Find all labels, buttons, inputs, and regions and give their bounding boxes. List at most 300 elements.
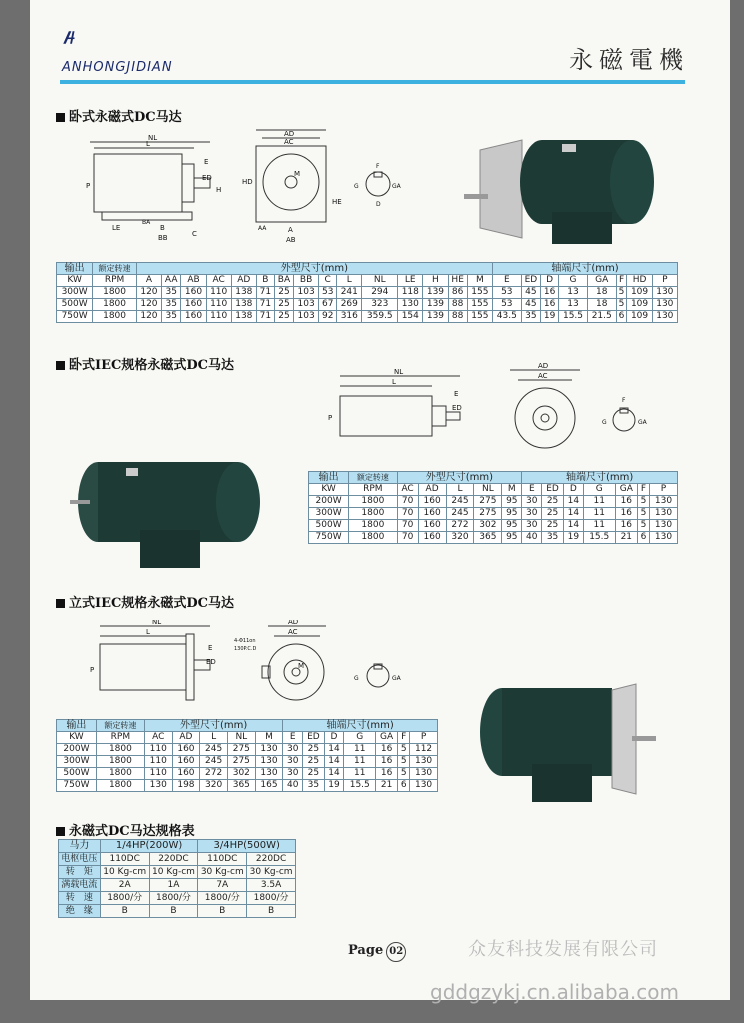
svg-text:E: E — [204, 158, 209, 166]
table-cell: 86 — [448, 287, 467, 299]
table-cell: 5 — [637, 508, 649, 520]
svg-text:ED: ED — [206, 658, 216, 666]
table-cell: 130 — [650, 532, 678, 544]
page-title: 永磁電機 — [569, 46, 689, 74]
table-cell: 70 — [397, 532, 418, 544]
table-cell: AD — [172, 732, 200, 744]
table-cell: 5 — [616, 299, 627, 311]
svg-text:AC: AC — [284, 138, 294, 146]
svg-text:HD: HD — [242, 178, 253, 186]
table-header: 轴端尺寸(mm) — [522, 472, 678, 484]
table-cell: 40 — [522, 532, 542, 544]
table-cell: 130 — [144, 780, 172, 792]
table-cell: 19 — [563, 532, 583, 544]
table-cell: 2A — [100, 879, 149, 892]
table-cell: 138 — [231, 311, 256, 323]
table-header: 轴端尺寸(mm) — [283, 720, 438, 732]
section-title-2: 卧式IEC规格永磁式DC马达 — [56, 354, 234, 373]
table-cell: 30 — [522, 508, 542, 520]
svg-text:AB: AB — [286, 236, 296, 244]
table-cell: M — [502, 484, 522, 496]
table-cell: 139 — [423, 287, 448, 299]
table-cell: 120 — [136, 311, 161, 323]
svg-text:AC: AC — [288, 628, 298, 636]
table-cell: G — [583, 484, 615, 496]
table-cell: 302 — [227, 768, 255, 780]
table-cell: 160 — [181, 299, 206, 311]
table-cell: 5 — [637, 520, 649, 532]
drawing-shaft-2 — [598, 394, 654, 442]
table-cell: NL — [362, 275, 398, 287]
table-cell: 71 — [256, 287, 274, 299]
table-cell: 30 — [283, 768, 303, 780]
table-cell: 160 — [181, 311, 206, 323]
table-cell: 53 — [319, 287, 337, 299]
table-cell: 35 — [162, 287, 181, 299]
table-cell: 16 — [376, 744, 398, 756]
table-cell: F — [616, 275, 627, 287]
table-cell: ED — [303, 732, 324, 744]
table-header: 输出 — [57, 263, 93, 275]
table-cell: D — [563, 484, 583, 496]
table-cell: 1800 — [96, 780, 144, 792]
table-cell: 45 — [521, 299, 540, 311]
table-cell: 15.5 — [559, 311, 588, 323]
table-cell: ED — [542, 484, 564, 496]
watermark: gddgzykj.cn.alibaba.com — [430, 980, 679, 1004]
table-cell: M — [467, 275, 492, 287]
page-number: Page 02 — [348, 942, 406, 962]
table-cell: 11 — [583, 496, 615, 508]
table-cell: 365 — [227, 780, 255, 792]
table-cell: 15.5 — [344, 780, 376, 792]
table-cell: 11 — [583, 520, 615, 532]
svg-text:E: E — [454, 390, 459, 398]
table-cell: GA — [376, 732, 398, 744]
table-cell: 14 — [563, 508, 583, 520]
table-cell: 138 — [231, 299, 256, 311]
motor-photo-3 — [462, 676, 662, 806]
table-cell: 7A — [198, 879, 247, 892]
table-cell: LE — [398, 275, 423, 287]
table-cell: B — [256, 275, 274, 287]
table-cell: 160 — [418, 496, 446, 508]
table-cell: 10 Kg-cm — [149, 866, 198, 879]
table-cell: 30 Kg-cm — [198, 866, 247, 879]
table-cell: 160 — [172, 756, 200, 768]
table-cell: 118 — [398, 287, 423, 299]
table-cell: 35 — [542, 532, 564, 544]
table-cell: 110 — [144, 744, 172, 756]
table-cell: 110DC — [198, 853, 247, 866]
table-cell: 245 — [200, 744, 228, 756]
table-cell: 53 — [492, 287, 521, 299]
table-cell: 53 — [492, 299, 521, 311]
table-cell: 6 — [398, 780, 410, 792]
table-cell: 14 — [324, 756, 344, 768]
table-cell: L — [446, 484, 474, 496]
table-cell: 198 — [172, 780, 200, 792]
table-header: 马力 — [59, 840, 101, 853]
svg-text:P: P — [90, 666, 95, 674]
svg-text:G: G — [354, 183, 359, 190]
table-cell: 130 — [398, 299, 423, 311]
table-cell: RPM — [349, 484, 397, 496]
table-cell: 130 — [255, 744, 283, 756]
table-cell: 245 — [446, 508, 474, 520]
svg-text:E: E — [208, 644, 213, 652]
table-cell: 220DC — [247, 853, 296, 866]
svg-text:AD: AD — [284, 130, 295, 138]
table-cell: 1800 — [93, 287, 137, 299]
table-cell: 1800/分 — [247, 892, 296, 905]
table-cell: KW — [309, 484, 349, 496]
table-cell: 130 — [255, 756, 283, 768]
row-label: 绝 缘 — [59, 905, 101, 918]
svg-text:F: F — [376, 163, 380, 170]
drawing-side-view-1 — [82, 132, 232, 244]
table-cell: 160 — [172, 744, 200, 756]
table-cell: E — [283, 732, 303, 744]
table-cell: 16 — [615, 496, 637, 508]
svg-text:ED: ED — [202, 174, 212, 182]
table-cell: 35 — [521, 311, 540, 323]
table-cell: 500W — [309, 520, 349, 532]
table-cell: 120 — [136, 299, 161, 311]
brand-name: ANHONGJIDIAN — [62, 60, 173, 75]
table-cell: 1A — [149, 879, 198, 892]
table-cell: 103 — [294, 311, 319, 323]
table-cell: AA — [162, 275, 181, 287]
table-cell: 14 — [563, 496, 583, 508]
table-cell: 160 — [418, 520, 446, 532]
svg-text:B: B — [160, 224, 165, 232]
table-cell: 95 — [502, 508, 522, 520]
table-cell: 25 — [542, 520, 564, 532]
company-name: 众友科技发展有限公司 — [468, 939, 658, 960]
table-cell: 139 — [423, 311, 448, 323]
table-cell: 750W — [57, 780, 97, 792]
table-cell: 67 — [319, 299, 337, 311]
table-cell: 165 — [255, 780, 283, 792]
row-label: 满载电流 — [59, 879, 101, 892]
table-cell: 25 — [303, 768, 324, 780]
table-cell: 110DC — [100, 853, 149, 866]
table-cell: 302 — [474, 520, 502, 532]
table-cell: C — [319, 275, 337, 287]
table-cell: 25 — [303, 744, 324, 756]
table-cell: 155 — [467, 311, 492, 323]
table-cell: 19 — [324, 780, 344, 792]
table-cell: 14 — [324, 768, 344, 780]
spec-table-3 — [56, 719, 438, 792]
drawing-side-view-2 — [326, 366, 476, 450]
table-cell: 5 — [398, 768, 410, 780]
table-cell: 220DC — [149, 853, 198, 866]
table-cell: 19 — [541, 311, 559, 323]
table-cell: 155 — [467, 299, 492, 311]
table-cell: 103 — [294, 299, 319, 311]
table-cell: 25 — [542, 508, 564, 520]
table-cell: 16 — [376, 756, 398, 768]
table-cell: 11 — [344, 768, 376, 780]
table-cell: RPM — [96, 732, 144, 744]
table-cell: 155 — [467, 287, 492, 299]
svg-text:AA: AA — [258, 225, 267, 232]
table-cell: 16 — [615, 508, 637, 520]
table-cell: L — [337, 275, 362, 287]
table-cell: E — [522, 484, 542, 496]
table-cell: 500W — [57, 768, 97, 780]
row-label: 转 矩 — [59, 866, 101, 879]
table-cell: B — [247, 905, 296, 918]
table-cell: 109 — [627, 287, 652, 299]
table-cell: 750W — [57, 311, 93, 323]
table-cell: L — [200, 732, 228, 744]
table-cell: 13 — [559, 287, 588, 299]
table-cell: 110 — [144, 768, 172, 780]
table-cell: G — [344, 732, 376, 744]
table-cell: 1800 — [349, 532, 397, 544]
table-cell: 15.5 — [583, 532, 615, 544]
table-cell: AC — [206, 275, 231, 287]
drawing-front-view-2 — [500, 362, 590, 454]
table-cell: D — [541, 275, 559, 287]
svg-text:P: P — [86, 182, 91, 190]
table-cell: 294 — [362, 287, 398, 299]
drawing-shaft-3 — [352, 656, 408, 696]
table-cell: 25 — [274, 299, 293, 311]
svg-text:AD: AD — [288, 620, 299, 626]
table-cell: 30 — [522, 496, 542, 508]
table-cell: E — [492, 275, 521, 287]
table-cell: 71 — [256, 299, 274, 311]
table-cell: 320 — [200, 780, 228, 792]
table-cell: 25 — [274, 311, 293, 323]
table-cell: 35 — [303, 780, 324, 792]
svg-text:LE: LE — [112, 224, 121, 232]
drawing-front-view-1 — [240, 128, 350, 246]
table-cell: 272 — [446, 520, 474, 532]
table-cell: 35 — [162, 311, 181, 323]
svg-text:BA: BA — [142, 219, 151, 226]
table-cell: HE — [448, 275, 467, 287]
table-cell: 323 — [362, 299, 398, 311]
table-cell: 200W — [309, 496, 349, 508]
table-header: 外型尺寸(mm) — [144, 720, 282, 732]
label-nl: NL — [148, 134, 158, 142]
table-header: 额定转速 — [349, 472, 397, 484]
section-title-4: 永磁式DC马达规格表 — [56, 820, 195, 839]
table-cell: 21 — [615, 532, 637, 544]
svg-text:G: G — [354, 675, 359, 682]
svg-text:NL: NL — [394, 368, 404, 376]
table-cell: KW — [57, 275, 93, 287]
table-cell: 130 — [652, 311, 677, 323]
drawing-front-view-3 — [234, 620, 334, 704]
header-rule — [60, 80, 685, 84]
table-cell: 14 — [324, 744, 344, 756]
table-header: 1/4HP(200W) — [100, 840, 198, 853]
svg-text:130P.C.D: 130P.C.D — [234, 646, 257, 652]
table-cell: 275 — [227, 756, 255, 768]
table-cell: 5 — [616, 287, 627, 299]
table-cell: 21.5 — [587, 311, 616, 323]
table-cell: BB — [294, 275, 319, 287]
table-cell: 95 — [502, 496, 522, 508]
svg-text:L: L — [146, 140, 150, 148]
table-cell: P — [652, 275, 677, 287]
svg-text:D: D — [376, 201, 381, 208]
table-cell: 1800 — [93, 299, 137, 311]
svg-text:ED: ED — [452, 404, 462, 412]
table-cell: A — [136, 275, 161, 287]
table-cell: 10 Kg-cm — [100, 866, 149, 879]
table-cell: 30 — [283, 756, 303, 768]
table-cell: 3.5A — [247, 879, 296, 892]
table-cell: 130 — [410, 756, 438, 768]
table-cell: 1800 — [93, 311, 137, 323]
table-cell: 95 — [502, 532, 522, 544]
table-cell: 35 — [162, 299, 181, 311]
svg-text:P: P — [328, 414, 333, 422]
table-cell: 1800/分 — [198, 892, 247, 905]
table-header: 外型尺寸(mm) — [397, 472, 522, 484]
table-cell: M — [255, 732, 283, 744]
table-cell: 130 — [652, 299, 677, 311]
table-cell: 95 — [502, 520, 522, 532]
table-cell: 16 — [541, 299, 559, 311]
table-cell: 300W — [57, 287, 93, 299]
table-cell: 30 Kg-cm — [247, 866, 296, 879]
table-cell: G — [559, 275, 588, 287]
table-cell: NL — [227, 732, 255, 744]
svg-text:NL: NL — [152, 620, 162, 626]
table-cell: 109 — [627, 311, 652, 323]
table-cell: 241 — [337, 287, 362, 299]
table-cell: AD — [231, 275, 256, 287]
svg-text:M: M — [294, 170, 301, 178]
table-cell: 14 — [563, 520, 583, 532]
table-cell: 1800 — [349, 496, 397, 508]
svg-text:AD: AD — [538, 362, 549, 370]
table-cell: B — [149, 905, 198, 918]
table-cell: 16 — [541, 287, 559, 299]
svg-text:AC: AC — [538, 372, 548, 380]
brand-logo — [62, 18, 112, 62]
motor-photo-2 — [70, 446, 270, 574]
table-cell: 130 — [650, 520, 678, 532]
table-cell: 160 — [418, 532, 446, 544]
table-cell: 88 — [448, 299, 467, 311]
table-cell: 30 — [522, 520, 542, 532]
svg-text:BB: BB — [158, 234, 168, 242]
table-cell: D — [324, 732, 344, 744]
table-cell: 160 — [418, 508, 446, 520]
table-cell: 18 — [587, 287, 616, 299]
table-cell: 40 — [283, 780, 303, 792]
motor-photo-1 — [462, 120, 662, 250]
table-header: 3/4HP(500W) — [198, 840, 296, 853]
svg-text:HE: HE — [332, 198, 342, 206]
section-title-3: 立式IEC规格永磁式DC马达 — [56, 592, 234, 611]
table-cell: 1800 — [349, 508, 397, 520]
table-header: 额定转速 — [93, 263, 137, 275]
table-header: 额定转速 — [96, 720, 144, 732]
table-cell: 365 — [474, 532, 502, 544]
table-cell: 130 — [650, 496, 678, 508]
table-cell: 316 — [337, 311, 362, 323]
table-cell: 11 — [344, 756, 376, 768]
table-cell: 272 — [200, 768, 228, 780]
table-cell: 130 — [410, 768, 438, 780]
svg-text:M: M — [298, 662, 305, 670]
table-cell: GA — [615, 484, 637, 496]
drawing-shaft-1 — [352, 160, 404, 208]
table-cell: 6 — [637, 532, 649, 544]
table-cell: AD — [418, 484, 446, 496]
table-cell: 160 — [181, 287, 206, 299]
table-cell: 750W — [309, 532, 349, 544]
table-cell: 1800 — [96, 744, 144, 756]
svg-text:C: C — [192, 230, 197, 238]
table-cell: 70 — [397, 496, 418, 508]
table-cell: 160 — [172, 768, 200, 780]
table-cell: 18 — [587, 299, 616, 311]
table-cell: 71 — [256, 311, 274, 323]
table-header: 轴端尺寸(mm) — [492, 263, 677, 275]
table-cell: 300W — [309, 508, 349, 520]
table-cell: 110 — [206, 311, 231, 323]
table-cell: 109 — [627, 299, 652, 311]
table-cell: 154 — [398, 311, 423, 323]
table-cell: P — [650, 484, 678, 496]
table-cell: 25 — [274, 287, 293, 299]
table-cell: 1800 — [349, 520, 397, 532]
table-cell: 88 — [448, 311, 467, 323]
svg-text:GA: GA — [638, 419, 647, 426]
table-cell: 1800/分 — [100, 892, 149, 905]
table-cell: B — [198, 905, 247, 918]
table-cell: 5 — [398, 756, 410, 768]
table-cell: 200W — [57, 744, 97, 756]
table-cell: 130 — [410, 780, 438, 792]
table-cell: 275 — [474, 508, 502, 520]
table-cell: 110 — [206, 287, 231, 299]
row-label: 转 速 — [59, 892, 101, 905]
spec-table-1 — [56, 262, 678, 323]
spec-table-2 — [308, 471, 678, 544]
table-cell: 70 — [397, 520, 418, 532]
row-label: 电枢电压 — [59, 853, 101, 866]
table-cell: 130 — [652, 287, 677, 299]
table-cell: AC — [397, 484, 418, 496]
table-cell: AC — [144, 732, 172, 744]
spec-table-4 — [58, 839, 296, 918]
svg-text:L: L — [392, 378, 396, 386]
table-cell: 245 — [446, 496, 474, 508]
table-cell: 92 — [319, 311, 337, 323]
svg-text:A: A — [288, 226, 293, 234]
table-cell: RPM — [93, 275, 137, 287]
table-cell: 25 — [542, 496, 564, 508]
table-cell: 11 — [583, 508, 615, 520]
table-cell: ED — [521, 275, 540, 287]
table-cell: 5 — [637, 496, 649, 508]
svg-text:GA: GA — [392, 183, 401, 190]
table-cell: 112 — [410, 744, 438, 756]
table-cell: KW — [57, 732, 97, 744]
